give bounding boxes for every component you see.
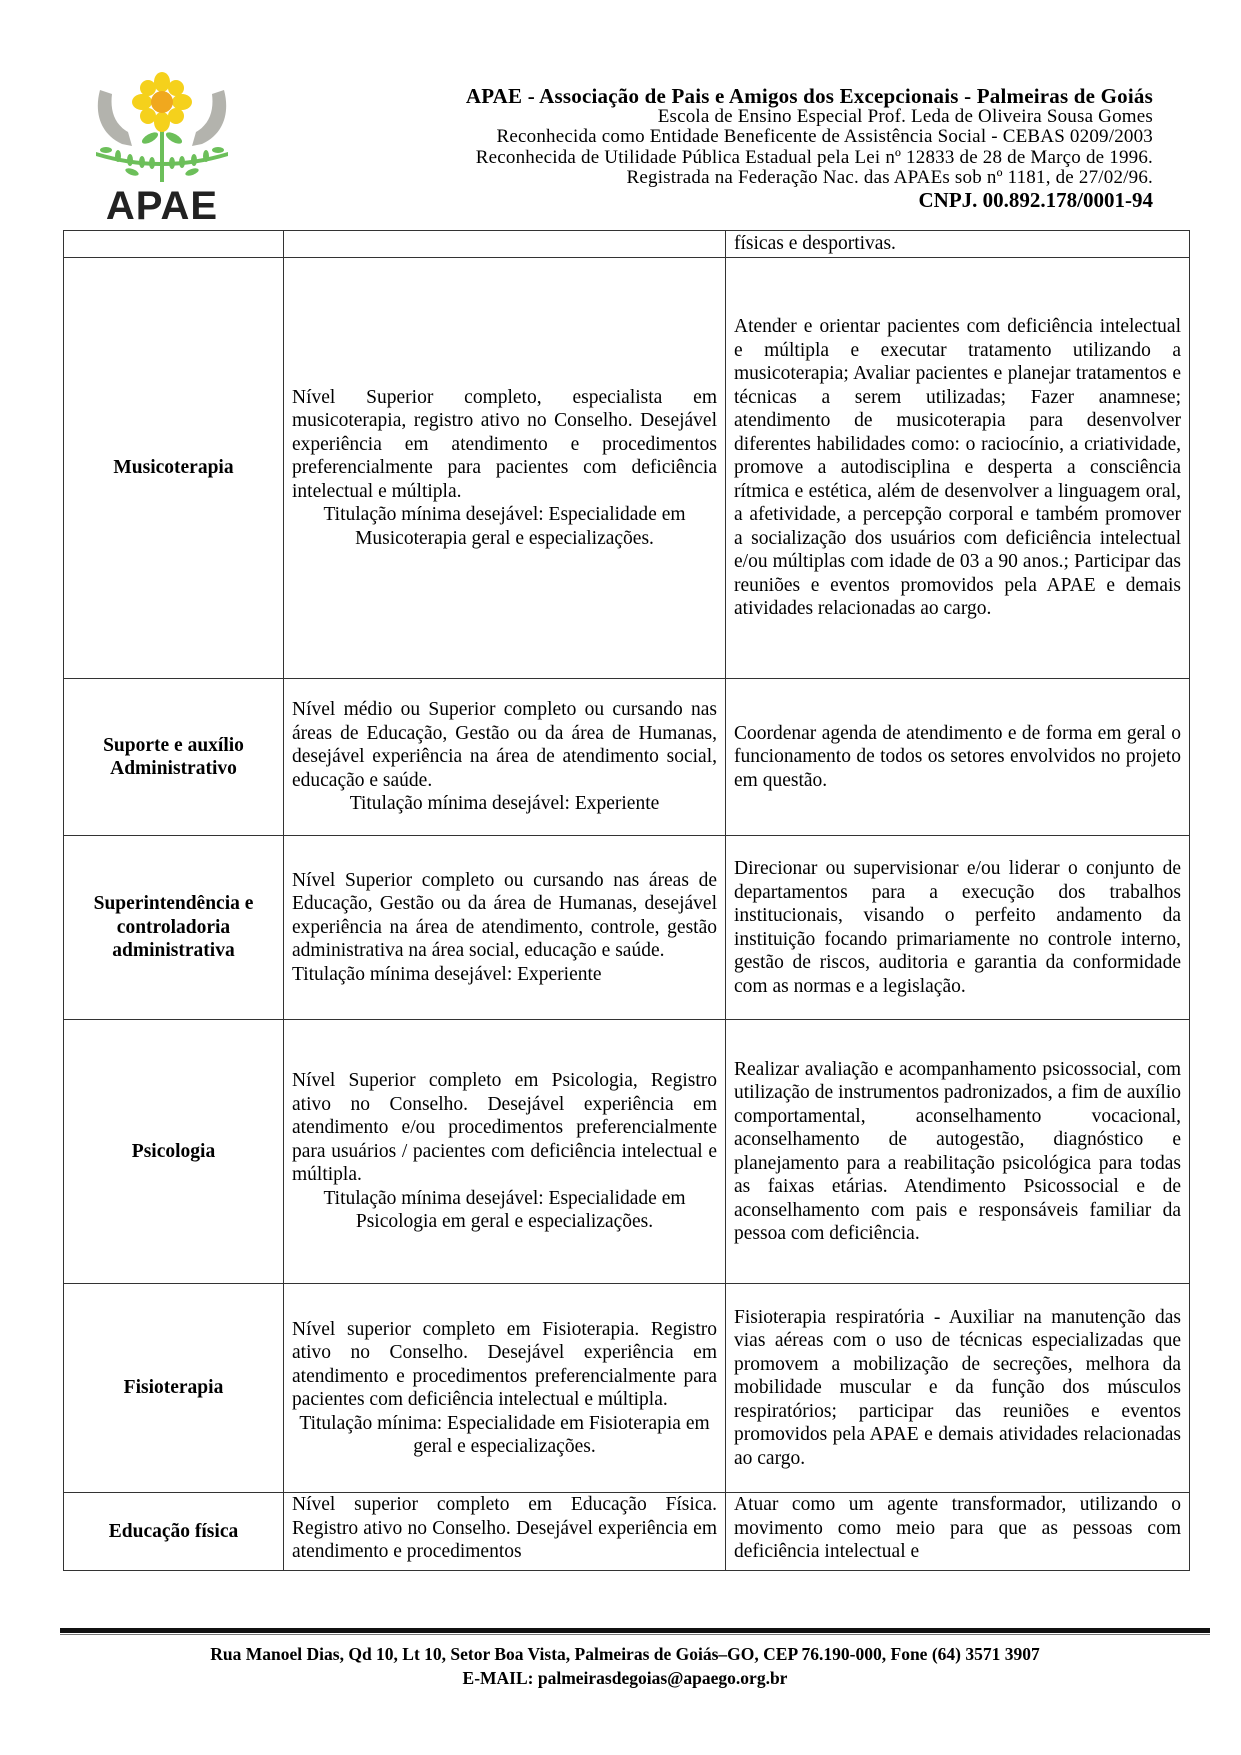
footer	[60, 1642, 1190, 1690]
duties-text: Atuar como um agente transformador, utilizando o movimento como meio para que as pessoas com deficiência intelectual e	[734, 1494, 1181, 1562]
logo-wordmark: APAE	[105, 184, 219, 228]
requirements-cell	[284, 1284, 726, 1493]
letterhead-line: Escola de Ensino Especial Prof. Leda de Oliveira Sousa Gomes	[657, 105, 1153, 127]
duties-cell	[726, 1020, 1190, 1284]
duties-cell	[726, 258, 1190, 679]
letterhead	[466, 86, 1153, 210]
letterhead-line: Registrada na Federação Nac. das APAEs sob nº 1181, de 27/02/96.	[626, 167, 1153, 188]
positions-table	[63, 230, 1190, 1571]
requirements-text: Nível superior completo em Fisioterapia. Registro ativo no Conselho. Desejável experiência em atendimento e procedimentos preferencialmente para pacientes com deficiência intelectual e múltipla.	[292, 1318, 717, 1410]
table-row	[64, 1020, 1190, 1284]
apae-logo	[92, 72, 232, 227]
cargo-cell: Superintendência e controladoria administrativa	[64, 836, 284, 1020]
duties-cell	[726, 1493, 1190, 1571]
cargo-cell: Suporte e auxílio Administrativo	[64, 679, 284, 836]
minimum-title: Titulação mínima: Especialidade em Fisioterapia em geral e especializações.	[299, 1412, 710, 1457]
table-row	[64, 258, 1190, 679]
organization-name: APAE - Associação de Pais e Amigos dos Excepcionais - Palmeiras de Goiás	[465, 84, 1153, 108]
duties-cell: físicas e desportivas.	[726, 231, 1190, 258]
cnpj: CNPJ. 00.892.178/0001-94	[918, 187, 1153, 212]
table-row	[64, 1284, 1190, 1493]
requirements-cell	[284, 836, 726, 1020]
requirements-cell	[284, 1020, 726, 1284]
minimum-title: Titulação mínima desejável: Experiente	[292, 963, 602, 985]
cargo-cell: Educação física	[64, 1493, 284, 1571]
flower-hands-icon	[92, 72, 232, 187]
requirements-text: Nível Superior completo ou cursando nas áreas de Educação, Gestão ou da área de Humanas, desejável experiência na área de atendimento, controle, gestão administrativa na área social, educação e saúde.	[292, 869, 717, 962]
duties-cell	[726, 1284, 1190, 1493]
letterhead-line: Reconhecida como Entidade Beneficente de Assistência Social - CEBAS 0209/2003	[496, 126, 1153, 147]
minimum-title: Titulação mínima desejável: Especialidade em Musicoterapia geral e especializações.	[323, 504, 686, 549]
footer-address: Rua Manoel Dias, Qd 10, Lt 10, Setor Boa Vista, Palmeiras de Goiás–GO, CEP 76.190-000, Fone (64) 3571 3907	[210, 1644, 1040, 1664]
requirements-cell	[284, 258, 726, 679]
requirements-cell	[284, 1493, 726, 1571]
table-row	[64, 679, 1190, 836]
duties-cell	[726, 836, 1190, 1020]
cargo-cell: Psicologia	[64, 1020, 284, 1284]
minimum-title: Titulação mínima desejável: Especialidade em Psicologia em geral e especializações.	[323, 1187, 686, 1233]
duties-text: Coordenar agenda de atendimento e de forma em geral o funcionamento de todos os setores envolvidos no projeto em questão.	[734, 722, 1181, 791]
requirements-cell	[284, 231, 726, 258]
requirements-text: Nível Superior completo em Psicologia, Registro ativo no Conselho. Desejável experiência em atendimento e/ou procedimentos preferencialmente para usuários / pacientes com deficiência intelectual e múltipla.	[292, 1070, 717, 1186]
duties-text: Fisioterapia respiratória - Auxiliar na manutenção das vias aéreas com o uso de técnicas especializadas que promovem a mobilização de secreções, melhora da mobilidade muscular e da função dos músculos respiratórios; participar das reuniões e eventos promovidos pela APAE e demais atividades relacionadas ao cargo.	[734, 1306, 1181, 1469]
requirements-cell	[284, 679, 726, 836]
letterhead-line: Reconhecida de Utilidade Pública Estadual pela Lei nº 12833 de 28 de Março de 1996.	[475, 146, 1153, 168]
table-row	[64, 231, 1190, 258]
cargo-cell	[64, 231, 284, 258]
cargo-cell: Fisioterapia	[64, 1284, 284, 1493]
cargo-cell: Musicoterapia	[64, 258, 284, 679]
table-row	[64, 1493, 1190, 1571]
minimum-title: Titulação mínima desejável: Experiente	[349, 793, 660, 815]
footer-divider-thin	[60, 1634, 1210, 1635]
footer-divider	[60, 1628, 1210, 1633]
duties-text: Atender e orientar pacientes com deficiência intelectual e múltipla e executar tratamento utilizando a musicoterapia; Avaliar pacientes e planejar tratamentos e técnicas a serem utilizadas; Fazer anamnese; atendimento de musicoterapia para desenvolver diferentes habilidades como: o raciocínio, a criatividade, promove a autodisciplina e desperta a consciência rítmica e estética, além de desenvolver a linguagem oral, a afetividade, a percepção corporal e também promover a socialização dos usuários com deficiência intelectual e/ou múltiplas com idade de 03 a 90 anos.; Participar das reuniões e eventos promovidos pela APAE e demais atividades relacionadas ao cargo.	[734, 316, 1181, 620]
duties-text: Direcionar ou supervisionar e/ou liderar o conjunto de departamentos para a execução dos trabalhos institucionais, visando o perfeito andamento da instituição focando primariamente no controle interno, gestão de riscos, auditoria e garantia da conformidade com as normas e a legislação.	[734, 858, 1181, 997]
requirements-text: Nível superior completo em Educação Física. Registro ativo no Conselho. Desejável experiência em atendimento e procedimentos	[292, 1494, 717, 1562]
requirements-text: Nível Superior completo, especialista em musicoterapia, registro ativo no Conselho. Desejável experiência em atendimento e procedimentos preferencialmente para pacientes com deficiência intelectual e múltipla.	[292, 386, 717, 502]
requirements-text: Nível médio ou Superior completo ou cursando nas áreas de Educação, Gestão ou da área de Humanas, desejável experiência na área de atendimento social, educação e saúde.	[292, 699, 717, 791]
duties-text: Realizar avaliação e acompanhamento psicossocial, com utilização de instrumentos padronizados, a fim de auxílio comportamental, aconselhamento vocacional, aconselhamento de autogestão, diagnóstico e planejamento para a reabilitação psicológica para todas as faixas etárias. Atendimento Psicossocial e de aconselhamento com pais e responsáveis familiar da pessoa com deficiência.	[734, 1058, 1181, 1244]
table-row	[64, 836, 1190, 1020]
duties-cell	[726, 679, 1190, 836]
footer-email: E-MAIL: palmeirasdegoias@apaego.org.br	[462, 1668, 788, 1688]
